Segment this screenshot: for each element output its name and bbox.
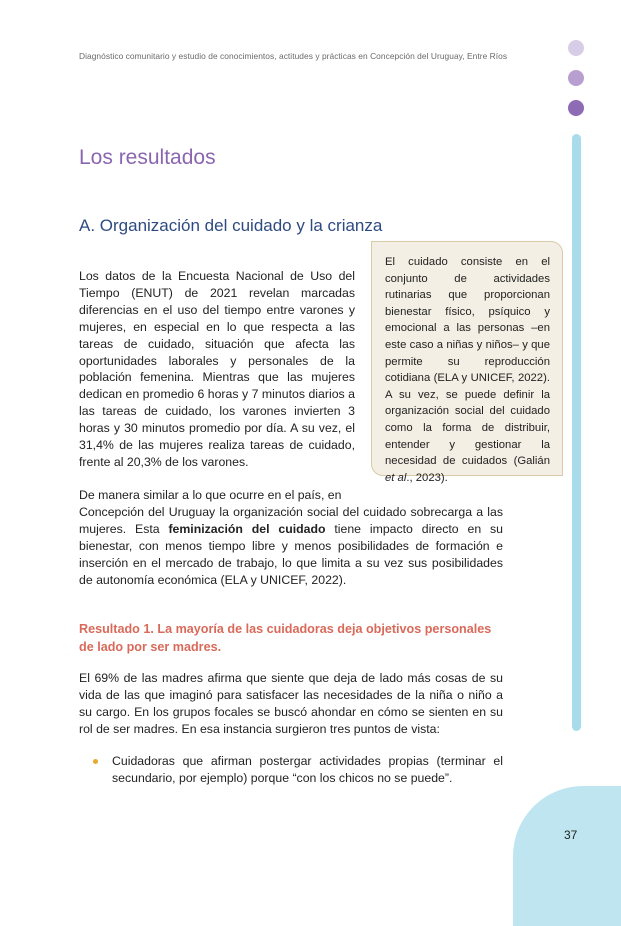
bullet-icon: [93, 759, 98, 764]
decorative-circle-medium: [568, 70, 584, 86]
list-item-text: Cuidadoras que afirman postergar actividades propias (terminar el secundario, por ejemplo) porque “con los chicos no se puede”.: [112, 754, 503, 785]
paragraph-feminization: [79, 487, 503, 588]
intro-paragraph: Los datos de la Encuesta Nacional de Uso del Tiempo (ENUT) de 2021 revelan marcadas diferencias en el uso del tiempo entre varones y mujeres, en especial en lo que respecta a las tareas de cuidado, situación que afecta las oportunidades laborales y personales de la población femenina. Mientras que las mujeres dedican en promedio 6 horas y 7 minutos diarios a las tareas de cuidado, los varones invierten 3 horas y 30 minutos promedio por día. A su vez, el 31,4% de las mujeres realiza tareas de cuidado, frente al 20,3% de los varones.: [79, 269, 355, 469]
decorative-circle-dark: [568, 100, 584, 116]
section-title: Los resultados: [79, 146, 216, 169]
definition-text: El cuidado consiste en el conjunto de actividades rutinarias que proporcionan bienestar físico, psíquico y emocional a las personas –en este caso a niñas y niños– y que permite su reproducción cotidiana (ELA y UNICEF, 2022). A su vez, se puede definir la organización social del cuidado como la forma de distribuir, entender y gestionar la necesidad de cuidados (Galián: [385, 256, 550, 468]
list-item: [93, 753, 503, 787]
viewpoints-list: [93, 753, 503, 787]
decorative-side-bar: [572, 134, 581, 731]
bold-term: feminización del cuidado: [168, 521, 326, 536]
definition-italic: et al: [385, 471, 407, 484]
paragraph-first-line: De manera similar a lo que ocurre en el país, en: [79, 488, 342, 502]
page-number: 37: [564, 828, 578, 842]
subsection-title: A. Organización del cuidado y la crianza: [79, 216, 383, 235]
decorative-circle-light: [568, 40, 584, 56]
running-header: Diagnóstico comunitario y estudio de conocimientos, actitudes y prácticas en Concepción del Uruguay, Entre Ríos: [79, 51, 508, 61]
paragraph-text-end: tiene impacto directo en su bienestar, con menos tiempo libre y menos posibilidades de formación e inserción en el mercado de trabajo, lo que limita a su vez sus posibilidades de autonomía económica (ELA y UNICEF, 2022).: [79, 521, 503, 587]
definition-text-end: ., 2023).: [406, 471, 448, 484]
paragraph-text: Concepción del Uruguay la organización social del cuidado sobrecarga a las mujeres. Esta: [79, 504, 503, 536]
decorative-corner-shape: [513, 786, 621, 926]
result-paragraph: El 69% de las madres afirma que siente que deja de lado más cosas de su vida de las que imaginó para satisfacer las necesidades de la niña o niño a su cargo. En los grupos focales se buscó ahondar en cómo se sienten en su rol de ser madres. En esa instancia surgieron tres puntos de vista:: [79, 671, 503, 736]
result-heading: Resultado 1. La mayoría de las cuidadoras deja objetivos personales de lado por ser madres.: [79, 622, 492, 654]
definition-box: [371, 241, 563, 484]
